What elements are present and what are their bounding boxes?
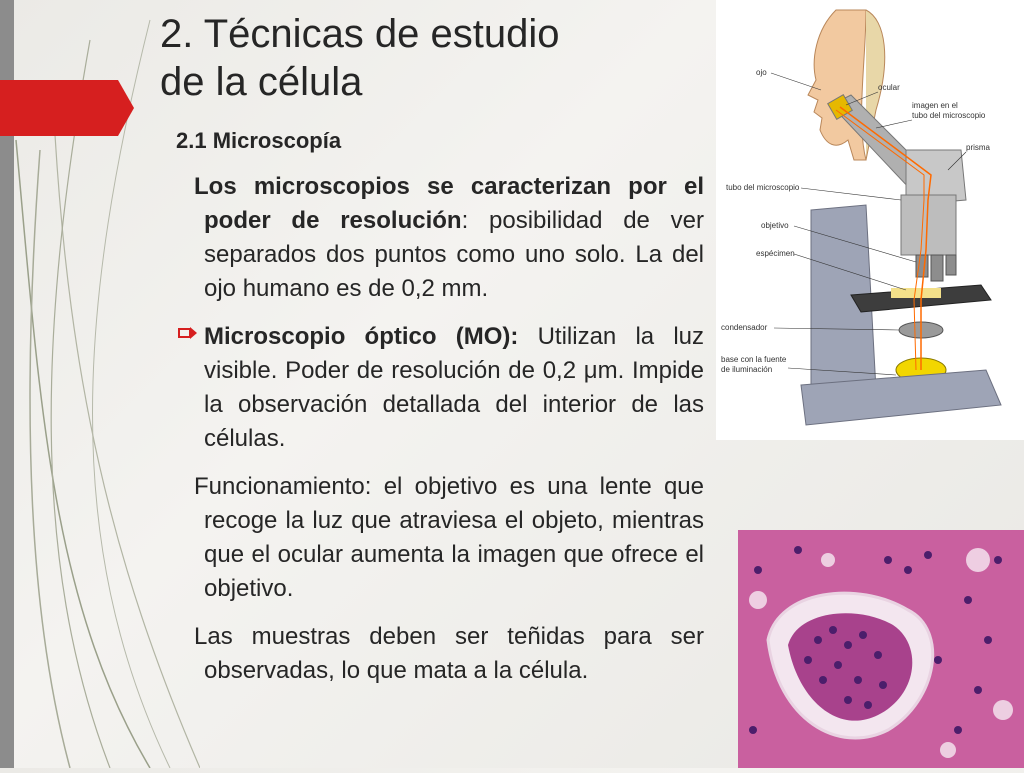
- paragraph-resolution: [176, 170, 704, 306]
- title-accent-tab: [0, 80, 134, 136]
- paragraph-functioning: Funcionamiento: el objetivo es una lente que recoge la luz que atraviesa el objeto, mientras que el ocular aumenta la imagen que ofrece el objetivo.: [194, 473, 704, 602]
- title-line-1: 2. Técnicas de estudio: [160, 12, 560, 56]
- label-condensador: condensador: [721, 323, 768, 332]
- paragraph-resolution-bold: Los microscopios se caracterizan por el poder de resolución: [194, 173, 704, 234]
- label-ojo: ojo: [756, 68, 767, 77]
- stained-tissue-micrograph: [738, 530, 1024, 768]
- label-ocular: ocular: [878, 83, 900, 92]
- label-prisma: prisma: [966, 143, 991, 152]
- section-subtitle: 2.1 Microscopía: [176, 128, 342, 153]
- title-line-2: de la célula: [160, 60, 363, 104]
- paragraph-optical-microscope-bold: Microscopio óptico (MO):: [204, 323, 519, 350]
- paragraph-resolution-rest: : posibilidad de ver separados dos puntos como uno solo. La del ojo humano es de 0,2 mm.: [204, 207, 704, 302]
- label-imagen-2: tubo del microscopio: [912, 111, 986, 120]
- label-base-1: base con la fuente: [721, 355, 787, 364]
- paragraph-optical-microscope: [176, 320, 704, 456]
- page-title: [160, 10, 720, 106]
- label-base-2: de iluminación: [721, 365, 773, 374]
- paragraph-staining: Las muestras deben ser teñidas para ser observadas, lo que mata a la célula.: [194, 623, 704, 684]
- label-objetivo: objetivo: [761, 221, 789, 230]
- label-imagen-1: imagen en el: [912, 101, 958, 110]
- label-especimen: espécimen: [756, 249, 795, 258]
- microscope-diagram-image: [716, 0, 1024, 440]
- paragraph-optical-microscope-rest: Utilizan la luz visible. Poder de resolución de 0,2 μm. Impide la observación detallada del interior de las células.: [204, 323, 705, 452]
- arrow-bullet-icon: [178, 326, 198, 340]
- label-tubo: tubo del microscopio: [726, 183, 800, 192]
- microscope-diagram: [716, 0, 1024, 440]
- tissue-micrograph: [738, 530, 1024, 768]
- body-text: [176, 170, 704, 702]
